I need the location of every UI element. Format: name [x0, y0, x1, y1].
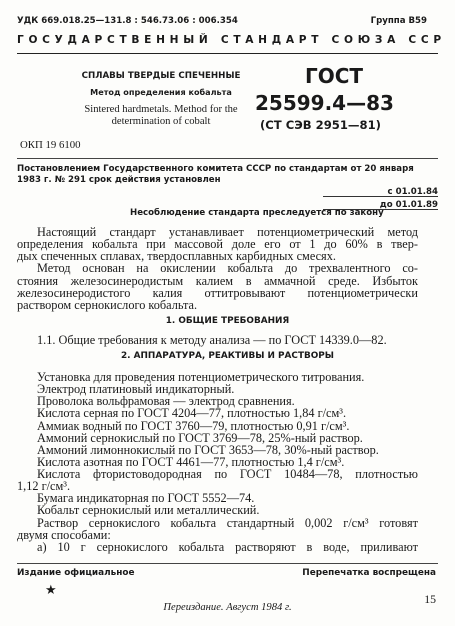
page-number: 15 — [424, 592, 436, 606]
standard-banner: ГОСУДАРСТВЕННЫЙ СТАНДАРТ СОЮЗА ССР — [17, 34, 446, 46]
body-line: а) 10 г сернокислого кобальта растворяют в воде, приливают — [37, 540, 418, 554]
body-line: 1.1. Общие требования к методу анализа — по ГОСТ 14339.0—82. — [37, 333, 387, 347]
body-line: стояния железосинеродистым калием в аммачной среде. Избыток — [17, 274, 418, 288]
st-sev-number: (СТ СЭВ 2951—81) — [260, 118, 381, 132]
no-reprint-label: Перепечатка воспрещена — [302, 568, 436, 578]
body-line: двумя способами: — [17, 528, 111, 542]
body-line: Метод основан на окислении кобальта до трехвалентного со- — [37, 261, 419, 275]
body-line: Раствор сернокислого кобальта стандартный 0,002 г/см³ готовят — [37, 516, 418, 530]
body-line: Аммоний лимоннокислый по ГОСТ 3653—78, 30%-ный раствор. — [37, 443, 379, 457]
gost-number: 25599.4—83 — [255, 91, 394, 115]
decree-line-1: Постановлением Государственного комитета СССР по стандартам от 20 января — [17, 164, 414, 174]
decree-line-2: 1983 г. № 291 срок действия установлен — [17, 175, 221, 185]
body-line: Аммиак водный по ГОСТ 3760—79, плотностью 0,91 г/см³. — [37, 419, 350, 433]
group-code: Группа В59 — [370, 16, 427, 26]
body-line: определения кобальта при массовой доле его от 1 до 60% в твер- — [17, 237, 418, 251]
english-title-line-2: determination of cobalt — [111, 116, 211, 127]
body-line: Кислота серная по ГОСТ 4204—77, плотностью 1,84 г/см³. — [37, 406, 347, 420]
body-line: Установка для проведения потенциометрического титрования. — [37, 370, 365, 384]
body-line: Проволока вольфрамовая — электрод сравнения. — [37, 394, 295, 408]
udk-code: УДК 669.018.25—131.8 : 546.73.06 : 006.354 — [17, 16, 238, 26]
valid-from-date: с 01.01.84 — [387, 187, 438, 197]
reissue-note: Переиздание. Август 1984 г. — [163, 602, 292, 613]
body-line: Аммоний сернокислый по ГОСТ 3769—78, 25%-ный раствор. — [37, 431, 363, 445]
gost-label: ГОСТ — [305, 64, 364, 88]
body-line: железосинеродистого калия оттитровывают потенциометрически — [17, 286, 418, 300]
header-rule — [17, 53, 438, 54]
valid-from-underline — [323, 196, 438, 197]
body-line: Кислота азотная по ГОСТ 4461—77, плотностью 1,4 г/см³. — [37, 455, 345, 469]
prosecution-notice: Несоблюдение стандарта преследуется по закону — [130, 208, 384, 218]
title-rule — [17, 158, 438, 159]
body-line: Кислота фтористоводородная по ГОСТ 10484—78, плотностью — [37, 467, 418, 481]
english-title-line-1: Sintered hardmetals. Method for the — [84, 104, 238, 115]
body-line: Настоящий стандарт устанавливает потенциометрический метод — [37, 225, 418, 239]
body-line: раствором сернокислого кобальта. — [17, 298, 198, 312]
star-icon: ★ — [45, 582, 57, 597]
body-line: Электрод платиновый индикаторный. — [37, 382, 235, 396]
official-edition-label: Издание официальное — [17, 568, 135, 578]
section-heading: 1. ОБЩИЕ ТРЕБОВАНИЯ — [165, 316, 290, 326]
valid-to-date: до 01.01.89 — [379, 200, 438, 210]
body-line: Бумага индикаторная по ГОСТ 5552—74. — [37, 491, 255, 505]
document-subtitle: Метод определения кобальта — [90, 87, 232, 97]
body-line: Кобальт сернокислый или металлический. — [37, 503, 260, 517]
body-line: 1,12 г/см³. — [17, 479, 71, 493]
body-line: дых спеченных сплавах, твердосплавных карбидных смесях. — [17, 249, 336, 263]
document-title: СПЛАВЫ ТВЕРДЫЕ СПЕЧЕННЫЕ — [81, 71, 241, 81]
okp-code: ОКП 19 6100 — [20, 139, 81, 151]
section-heading: 2. АППАРАТУРА, РЕАКТИВЫ И РАСТВОРЫ — [120, 351, 335, 361]
footer-rule — [17, 563, 438, 564]
